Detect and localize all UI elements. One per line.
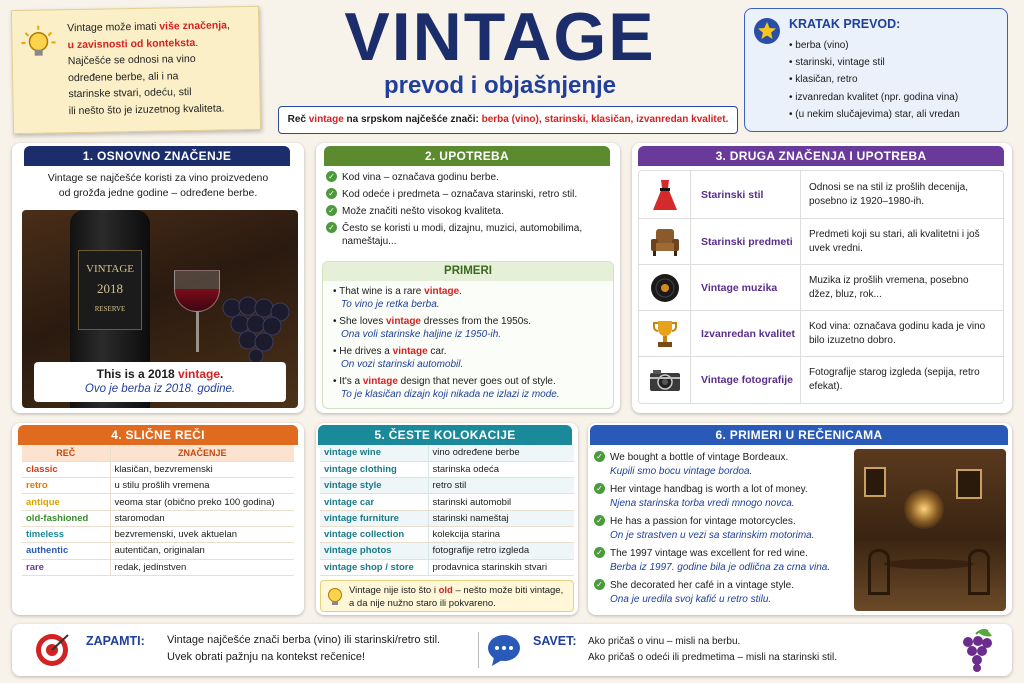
collocation-cell: vintage shop / store	[320, 559, 428, 575]
table-row	[22, 526, 294, 542]
dress-icon	[639, 171, 691, 218]
target-icon	[34, 632, 70, 671]
meaning-cell: staromodan	[110, 510, 294, 526]
note-line: starinske stvari, odeću, stil	[68, 86, 192, 101]
table-row	[320, 478, 574, 494]
check-icon: ✓	[326, 188, 337, 199]
meaning-desc: Fotografije starog izgleda (sepija, retro efekat).	[809, 367, 980, 392]
table-row	[22, 543, 294, 559]
sentence-item: ✓ She decorated her café in a vintage style. Ona je uredila svoj kafić u retro stilu.	[594, 579, 856, 606]
example-item: • He drives a vintage car. On vozi starinski automobil.	[333, 346, 464, 370]
usage-item: ✓ Često se koristi u modi, dizajnu, muzici, automobilima, nameštaju...	[326, 222, 614, 248]
caption-en: This is a 2018 vintage.	[96, 367, 224, 381]
section-title: 4. SLIČNE REČI	[18, 425, 298, 445]
collocation-cell: vintage style	[320, 478, 428, 494]
check-icon: ✓	[594, 547, 605, 558]
examples-title: PRIMERI	[323, 262, 613, 281]
section-title: 1. OSNOVNO ZNAČENJE	[24, 146, 290, 166]
trophy-icon	[639, 311, 691, 356]
table-row	[22, 510, 294, 526]
meaning-cell: u stilu prošlih vremena	[110, 478, 294, 494]
short-translation-title: KRATAK PREVOD:	[789, 17, 901, 31]
label-text: VINTAGE	[86, 263, 134, 275]
armchair-icon	[639, 219, 691, 264]
word-cell: rare	[22, 559, 110, 575]
meaning-label: Starinski predmeti	[691, 219, 801, 264]
table-row	[320, 461, 574, 477]
check-icon: ✓	[594, 515, 605, 526]
sentence-item: ✓ He has a passion for vintage motorcycles. On je strastven u vezi sa starinskim motorima.	[594, 515, 856, 542]
speech-bubble-icon	[486, 633, 522, 670]
divider	[478, 632, 479, 668]
short-translation-box	[744, 8, 1008, 132]
section-collocations	[316, 423, 578, 615]
page-subtitle: prevod i objašnjenje	[383, 72, 617, 99]
summary-text: Reč vintage na srpskom najčešće znači: berba (vino), starinski, klasičan, izvanredan kvalitet.	[287, 114, 729, 125]
label-year: 2018	[97, 281, 123, 296]
meaning-desc: Predmeti koji su stari, ali kvalitetni i još uvek vredni.	[809, 228, 980, 254]
word-cell: timeless	[22, 526, 110, 542]
wine-caption	[34, 362, 286, 402]
glass-stem	[196, 312, 199, 352]
meaning-cell: veoma star (obično preko 100 godina)	[110, 494, 294, 510]
section-title: 2. UPOTREBA	[324, 146, 610, 166]
collocations-table	[320, 445, 574, 576]
intro-note	[11, 6, 261, 134]
example-item: • That wine is a rare vintage. To vino je retka berba.	[333, 286, 462, 310]
cafe-image	[854, 449, 1006, 611]
tip-line: a da nije nužno staro ili pokvareno.	[349, 598, 496, 609]
section-title: 5. ČESTE KOLOKACIJE	[318, 425, 572, 445]
collocation-cell: vintage clothing	[320, 461, 428, 477]
meaning-cell: autentičan, originalan	[110, 543, 294, 559]
section-title: 3. DRUGA ZNAČENJA I UPOTREBA	[638, 146, 1004, 166]
grapes-icon	[956, 628, 996, 675]
short-translation-list	[789, 37, 960, 123]
similar-words-table	[22, 445, 294, 576]
translation-cell: retro stil	[428, 478, 574, 494]
collocation-cell: vintage furniture	[320, 510, 428, 526]
translation-cell: starinski automobil	[428, 494, 574, 510]
note-line: Vintage može imati više značenja,	[67, 19, 231, 35]
word-cell: classic	[22, 461, 110, 477]
list-item: • starinski, vintage stil	[789, 57, 885, 69]
table-row	[320, 494, 574, 510]
note-line: Najčešće se odnosi na vino	[67, 52, 196, 68]
text-line: od grožđa jedne godine – određene berbe.	[58, 187, 258, 199]
meaning-label: Vintage muzika	[691, 265, 801, 310]
check-icon: ✓	[594, 451, 605, 462]
picture-frame	[956, 469, 982, 499]
meanings-row	[639, 171, 1003, 219]
sentence-item: ✓ Her vintage handbag is worth a lot of money. Njena starinska torba vredi mnogo novca.	[594, 483, 856, 510]
meanings-row	[639, 265, 1003, 311]
collocation-cell: vintage car	[320, 494, 428, 510]
meaning-label: Izvanredan kvalitet	[691, 311, 801, 356]
table-row	[22, 494, 294, 510]
translation-cell: fotografije retro izgleda	[428, 543, 574, 559]
wine-glass	[174, 270, 220, 312]
word-cell: old-fashioned	[22, 510, 110, 526]
check-icon: ✓	[326, 205, 337, 216]
tip-line: Vintage nije isto što i old – nešto može biti vintage,	[349, 585, 564, 596]
note-line: ili nešto što je izuzetnog kvaliteta.	[68, 101, 225, 117]
translation-cell: vino određene berbe	[428, 445, 574, 461]
list-item: • (u nekim slučajevima) star, ali vredan	[789, 108, 960, 120]
page-title: VINTAGE	[344, 0, 656, 75]
section-usage	[316, 143, 620, 413]
intro-note-text	[67, 17, 259, 119]
text-line: Vintage se najčešće koristi za vino proizvedeno	[47, 172, 269, 184]
tip-label: SAVET:	[533, 634, 577, 648]
camera-icon	[639, 357, 691, 403]
meaning-cell: bezvremenski, uvek aktuelan	[110, 526, 294, 542]
list-item: • izvanredan kvalitet (npr. godina vina)	[789, 91, 959, 103]
section-text	[20, 171, 296, 201]
summary-box	[278, 106, 738, 134]
collocation-cell: vintage photos	[320, 543, 428, 559]
bottle-label	[78, 250, 142, 330]
table-row	[320, 526, 574, 542]
column-header: ZNAČENJE	[110, 445, 294, 461]
meaning-desc: Odnosi se na stil iz prošlih decenija, posebno iz 1920–1980-ih.	[809, 181, 968, 207]
tip-text: Ako pričaš o vinu – misli na berbu. Ako pričaš o odeći ili predmetima – misli na starinski stil.	[588, 636, 837, 663]
star-icon	[753, 17, 781, 45]
table-row	[22, 478, 294, 494]
word-cell: antique	[22, 494, 110, 510]
meaning-desc: Muzika iz prošlih vremena, posebno džez, bluz, rok...	[809, 274, 969, 300]
lightbulb-icon	[20, 24, 57, 61]
translation-cell: starinski nameštaj	[428, 510, 574, 526]
remember-label: ZAPAMTI:	[86, 634, 145, 648]
table-header-row	[22, 445, 294, 461]
section-similar-words	[12, 423, 304, 615]
translation-cell: prodavnica starinskih stvari	[428, 559, 574, 575]
section-other-meanings	[632, 143, 1012, 413]
translation-cell: kolekcija starina	[428, 526, 574, 542]
usage-list	[326, 171, 614, 248]
meaning-label: Starinski stil	[691, 171, 801, 218]
grapes-image	[218, 294, 294, 364]
collocation-tip	[320, 580, 574, 612]
note-line: u zavisnosti od konteksta.	[67, 36, 199, 51]
meanings-row	[639, 311, 1003, 357]
example-item: • She loves vintage dresses from the 1950s. Ona voli starinske haljine iz 1950-ih.	[333, 316, 532, 340]
example-item: • It's a vintage design that never goes out of style. To je klasičan dizajn koji nikada ne izlazi iz mode.	[333, 376, 560, 400]
footer-bar	[12, 624, 1012, 676]
collocation-cell: vintage collection	[320, 526, 428, 542]
examples-box	[322, 261, 614, 409]
meaning-desc: Kod vina: označava godinu kada je vino bilo izuzetno dobro.	[809, 320, 986, 346]
chair	[868, 549, 890, 595]
table-top	[884, 559, 974, 569]
meanings-table	[638, 170, 1004, 404]
list-item: • klasičan, retro	[789, 74, 858, 86]
collocation-cell: vintage wine	[320, 445, 428, 461]
check-icon: ✓	[594, 483, 605, 494]
column-header: REČ	[22, 445, 110, 461]
label-sub: RESERVE	[94, 305, 126, 313]
word-cell: retro	[22, 478, 110, 494]
section-title: 6. PRIMERI U REČENICAMA	[590, 425, 1008, 445]
translation-cell: starinska odeća	[428, 461, 574, 477]
sentence-list	[594, 451, 856, 606]
meanings-row	[639, 219, 1003, 265]
meaning-cell: klasičan, bezvremenski	[110, 461, 294, 477]
section-sentence-examples	[588, 423, 1012, 615]
note-line: određene berbe, ali i na	[68, 69, 179, 84]
meaning-cell: redak, jedinstven	[110, 559, 294, 575]
vinyl-record-icon	[639, 265, 691, 310]
lamp-glow	[904, 489, 944, 529]
table-row	[22, 559, 294, 575]
chair	[968, 549, 990, 595]
wine-image	[22, 210, 298, 408]
table-row	[320, 543, 574, 559]
meanings-row	[639, 357, 1003, 403]
table-row	[22, 461, 294, 477]
caption-sr: Ovo je berba iz 2018. godine.	[84, 383, 236, 395]
table-row	[320, 510, 574, 526]
list-item: • berba (vino)	[789, 40, 849, 51]
check-icon: ✓	[326, 222, 337, 233]
meaning-label: Vintage fotografije	[691, 357, 801, 403]
table-row	[320, 559, 574, 575]
usage-item: ✓ Kod vina – označava godinu berbe.	[326, 171, 614, 184]
table-row	[320, 445, 574, 461]
usage-item: ✓ Može značiti nešto visokog kvaliteta.	[326, 205, 614, 218]
word-cell: authentic	[22, 543, 110, 559]
sentence-item: ✓ The 1997 vintage was excellent for red wine. Berba iz 1997. godine bila je odlična za crna vina.	[594, 547, 856, 574]
picture-frame	[864, 467, 886, 497]
check-icon: ✓	[326, 171, 337, 182]
usage-item: ✓ Kod odeće i predmeta – označava starinski, retro stil.	[326, 188, 614, 201]
check-icon: ✓	[594, 579, 605, 590]
sentence-item: ✓ We bought a bottle of vintage Bordeaux. Kupili smo bocu vintage bordoa.	[594, 451, 856, 478]
lightbulb-icon	[327, 587, 343, 611]
remember-text: Vintage najčešće znači berba (vino) ili starinski/retro stil. Uvek obrati pažnju na kontekst rečenice!	[167, 634, 441, 663]
section-basic-meaning	[12, 143, 304, 413]
